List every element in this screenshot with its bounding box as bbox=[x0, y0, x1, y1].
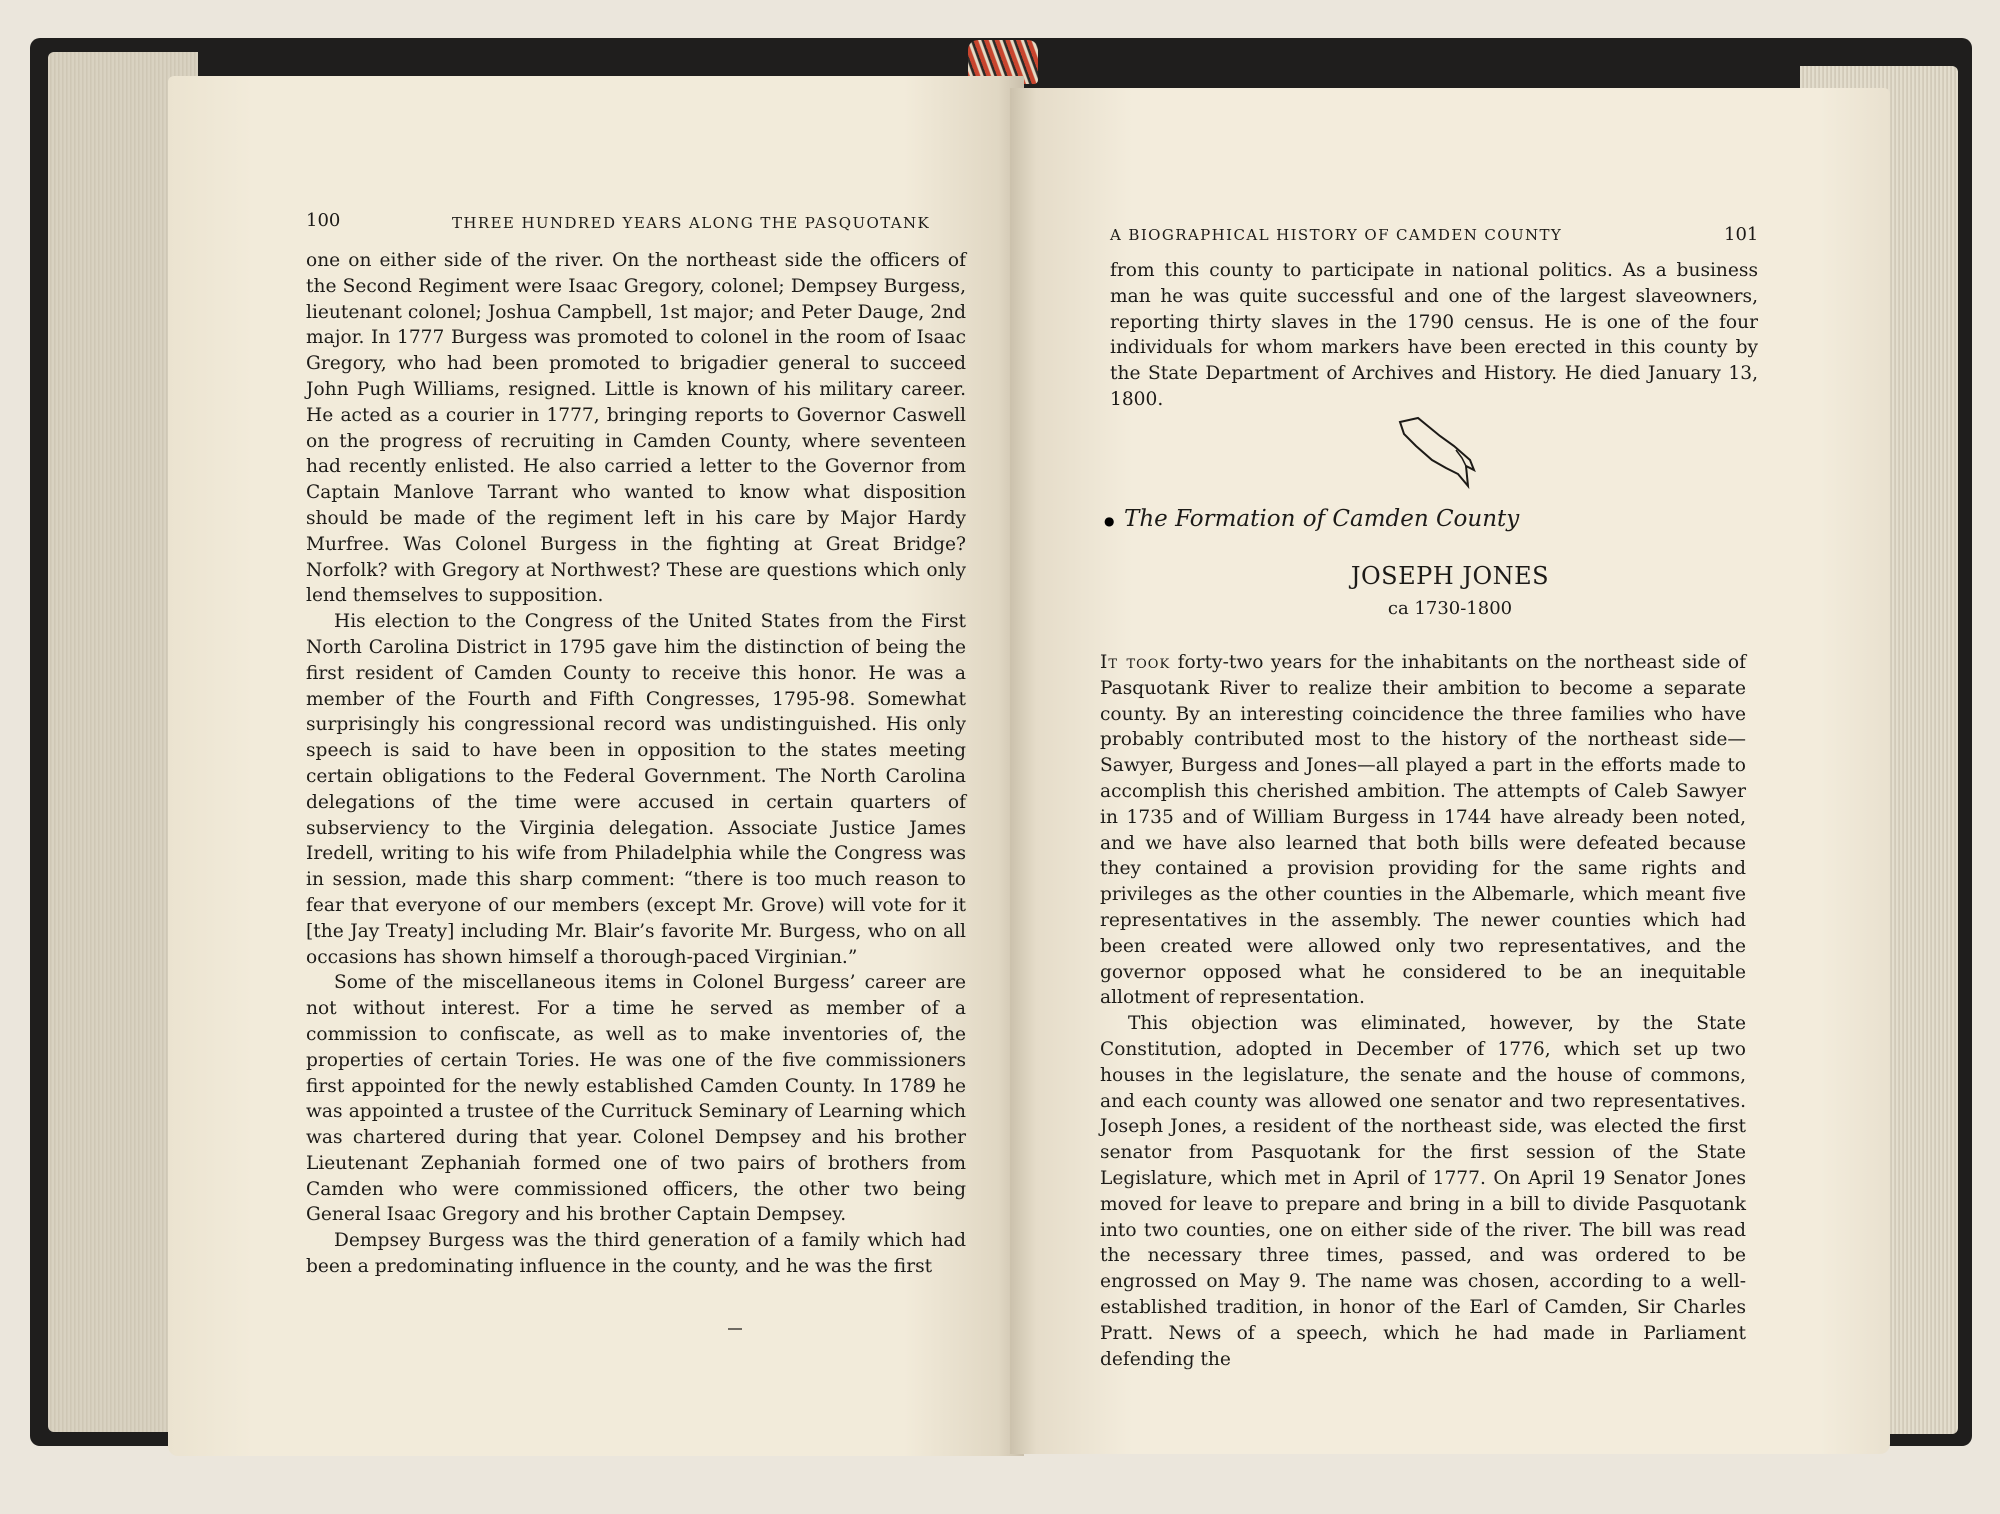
person-dates: ca 1730-1800 bbox=[1387, 598, 1513, 619]
left-paragraph-2: His election to the Congress of the United States from the First North Carolina District in 1795 gave him the distinction of being the first resident of Camden County to receive this honor. He was a member of the Fourth and Fifth Congresses, 1795-98. Somewhat surprisingly his congressional record was undistinguished. His only speech is said to have been in opposition to the states meeting certain obligations to the Federal Government. The North Carolina delegations of the time were accused in certain quarters of subserviency to the Virginia delegation. Associate Justice James Iredell, writing to his wife from Philadelphia while the Congress was in session, made this sharp comment: “there is too much reason to fear that everyone of our members (except Mr. Grove) will vote for it [the Jay Treaty] including Mr. Blair’s favorite Mr. Burgess, who on all occasions has shown himself a thorough-paced Virginian.” bbox=[306, 611, 966, 968]
section-title: The Formation of Camden County bbox=[1124, 506, 1520, 532]
left-page-text bbox=[306, 248, 966, 1280]
left-paragraph-3: Some of the miscellaneous items in Colonel Burgess’ career are not without interest. For a time he served as member of a commission to confiscate, as well as to make inventories of, the properties of certain Tories. He was one of the five commissioners first appointed for the newly established Camden County. In 1789 he was appointed a trustee of the Currituck Seminary of Learning which was chartered during that year. Colonel Dempsey and his brother Lieutenant Zephaniah formed one of two pairs of brothers from Camden who were commissioned officers, the other two being General Isaac Gregory and his brother Captain Dempsey. bbox=[306, 972, 966, 1226]
right-paragraph-2: This objection was eliminated, however, by the State Constitution, adopted in December of 1776, which set up two houses in the legislature, the senate and the house of commons, and each county was allowed one senator and two representatives. Joseph Jones, a resident of the northeast side, was elected the first senator from Pasquotank for the first session of the State Legislature, which met in April of 1777. On April 19 Senator Jones moved for leave to prepare and bring in a bill to divide Pasquotank into two counties, one on either side of the river. The bill was read the necessary three times, passed, and was ordered to be engrossed on May 9. The name was chosen, according to a well-established tradition, in honor of the Earl of Camden, Sir Charles Pratt. News of a speech, which he had made in Parliament defending the bbox=[1100, 1013, 1746, 1370]
left-page-number: 100 bbox=[306, 210, 341, 231]
right-running-head: A BIOGRAPHICAL HISTORY OF CAMDEN COUNTY bbox=[1110, 226, 1563, 244]
left-paragraph-4: Dempsey Burgess was the third generation of a family which had been a predominating influence in the county, and he was the first bbox=[306, 1230, 966, 1278]
county-outline-icon bbox=[1396, 416, 1476, 490]
lead-in-smallcaps: It took bbox=[1100, 652, 1171, 673]
left-paragraph-1: one on either side of the river. On the northeast side the officers of the Second Regiment were Isaac Gregory, colonel; Dempsey Burgess, lieutenant colonel; Joshua Campbell, 1st major; and Peter Dauge, 2nd major. In 1777 Burgess was promoted to colonel in the room of Isaac Gregory, who had been promoted to brigadier general to succeed John Pugh Williams, resigned. Little is known of his military career. He acted as a courier in 1777, bringing reports to Governor Caswell on the progress of recruiting in Camden County, where seventeen had recently enlisted. He also carried a letter to the Governor from Captain Manlove Tarrant who wanted to know what disposition should be made of the regiment left in his care by Major Hardy Murfree. Was Colonel Burgess in the fighting at Great Bridge? Norfolk? with Gregory at Northwest? These are questions which only lend themselves to supposition. bbox=[306, 250, 966, 607]
person-name: JOSEPH JONES bbox=[1350, 562, 1550, 590]
right-paragraph-1: forty-two years for the inhabitants on the northeast side of Pasquotank River to realize their ambition to become a separate county. By an interesting coincidence the three families who have probably contributed most to the history of the northeast side—Sawyer, Burgess and Jones—all played a part in the efforts made to accomplish this cherished ambition. The attempts of Caleb Sawyer in 1735 and of William Burgess in 1744 have already been noted, and we have also learned that both bills were defeated because they contained a provision providing for the same rights and privileges as the other counties in the Albemarle, which meant five representatives in the assembly. The newer counties which had been created were allowed only two representatives, and the governor opposed what he considered to be an inequitable allotment of representation. bbox=[1100, 652, 1746, 1009]
page-dash-mark bbox=[728, 1328, 742, 1330]
right-top-paragraph bbox=[1110, 258, 1758, 413]
section-bullet: ● bbox=[1104, 514, 1115, 528]
right-page-number: 101 bbox=[1724, 224, 1759, 245]
right-page-text bbox=[1100, 650, 1746, 1372]
left-running-head: THREE HUNDRED YEARS ALONG THE PASQUOTANK bbox=[452, 214, 931, 232]
right-paragraph-top: from this county to participate in national politics. As a business man he was quite successful and one of the largest slaveowners, reporting thirty slaves in the 1790 census. He is one of the four individuals for whom markers have been erected in this county by the State Department of Archives and History. He died January 13, 1800. bbox=[1110, 260, 1758, 410]
